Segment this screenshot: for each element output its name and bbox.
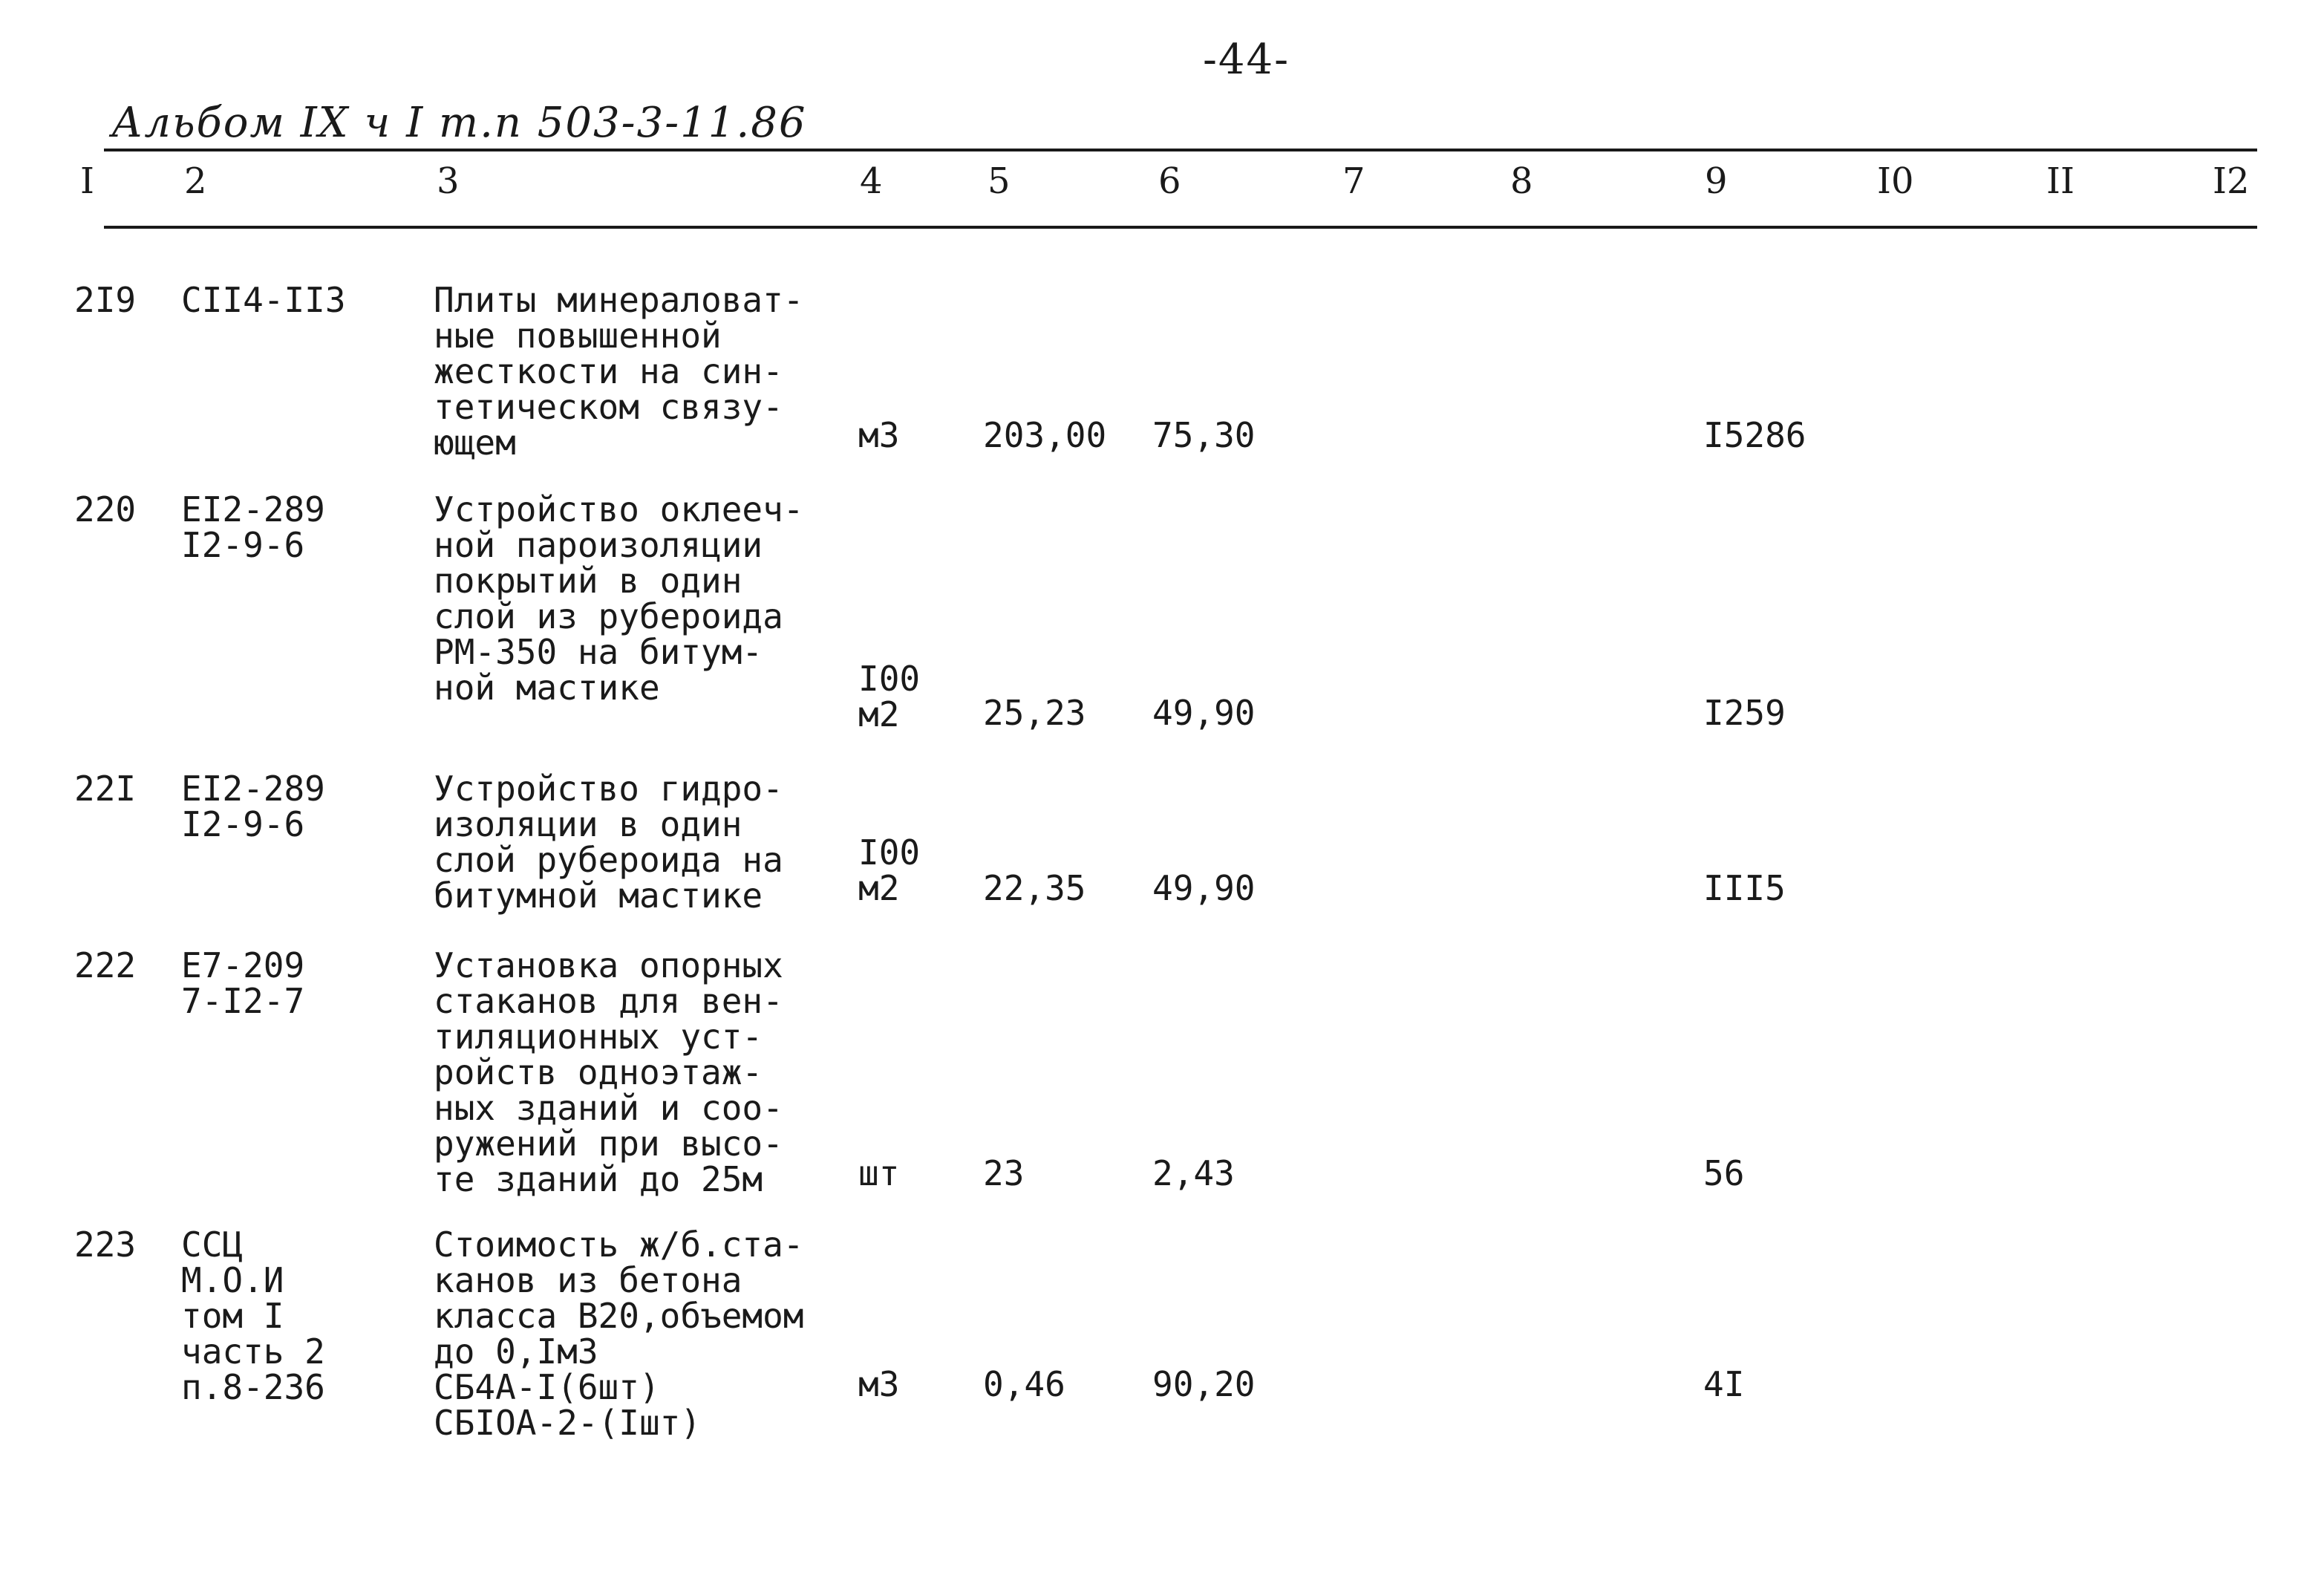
column-header-4: 4 (860, 160, 883, 202)
column-header-9: 9 (1705, 160, 1728, 202)
row-219-price: 75,30 (1152, 415, 1256, 455)
row-219-number: 2I9 (74, 280, 137, 320)
column-header-5: 5 (988, 160, 1011, 202)
column-header-10: I0 (1877, 160, 1914, 202)
column-header-2: 2 (184, 160, 207, 202)
row-223-number: 223 (74, 1225, 137, 1265)
row-219-description: Плиты минераловат- ные повышенной жесткости на син- тетическом связу- ющем (434, 280, 804, 463)
row-219-unit: м3 (858, 415, 900, 455)
row-221-quantity: 22,35 (983, 868, 1086, 908)
row-222-code: E7-209 7-I2-7 (181, 945, 305, 1021)
row-223-unit: м3 (858, 1364, 900, 1404)
row-220-total: I259 (1703, 693, 1786, 733)
album-label: Альбом IX ч I т.п 503-3-11.86 (111, 99, 807, 147)
column-header-7: 7 (1342, 160, 1365, 202)
row-220-price: 49,90 (1152, 693, 1256, 733)
row-222-total: 56 (1703, 1153, 1745, 1193)
row-221-total: III5 (1703, 868, 1786, 908)
row-221-price: 49,90 (1152, 868, 1256, 908)
header-rule-bottom (104, 226, 2257, 229)
row-222-quantity: 23 (983, 1153, 1025, 1193)
column-header-11: II (2046, 160, 2075, 202)
column-header-12: I2 (2213, 160, 2250, 202)
row-223-price: 90,20 (1152, 1364, 1256, 1404)
row-220-quantity: 25,23 (983, 693, 1086, 733)
row-223-quantity: 0,46 (983, 1364, 1065, 1404)
column-header-3: 3 (437, 160, 460, 202)
row-223-code: ССЦ М.О.И том I часть 2 п.8-236 (181, 1225, 325, 1407)
column-header-6: 6 (1158, 160, 1181, 202)
row-221-code: EI2-289 I2-9-6 (181, 769, 325, 844)
row-219-total: I5286 (1703, 415, 1806, 455)
row-222-price: 2,43 (1152, 1153, 1235, 1193)
row-221-unit: I00 м2 (858, 832, 921, 908)
header-rule-top (104, 149, 2257, 151)
column-header-1: I (80, 160, 94, 202)
column-header-8: 8 (1510, 160, 1533, 202)
row-221-description: Устройство гидро- изоляции в один слой рубероида на битумной мастике (434, 769, 783, 916)
page-number: -44- (1203, 36, 1290, 84)
row-220-description: Устройство оклееч- ной пароизоляции покрытий в один слой из рубероида РМ-350 на битум- ной мастике (434, 489, 804, 708)
row-220-number: 220 (74, 489, 137, 529)
row-223-total: 4I (1703, 1364, 1745, 1404)
row-219-quantity: 203,00 (983, 415, 1107, 455)
row-222-number: 222 (74, 945, 137, 985)
row-220-code: EI2-289 I2-9-6 (181, 489, 325, 565)
row-221-number: 22I (74, 769, 137, 809)
row-219-code: CII4-II3 (181, 280, 346, 320)
row-223-description: Стоимость ж/б.ста- канов из бетона класса В20,объемом до 0,Iм3 СБ4А-I(6шт) СБIОА-2-(Iшт) (434, 1225, 804, 1443)
row-220-unit: I00 м2 (858, 659, 921, 734)
row-222-description: Установка опорных стаканов для вен- тиляционных уст- ройств одноэтаж- ных зданий и соо- ружений при высо- те зданий до 25м (434, 945, 783, 1199)
row-222-unit: шт (858, 1153, 900, 1193)
